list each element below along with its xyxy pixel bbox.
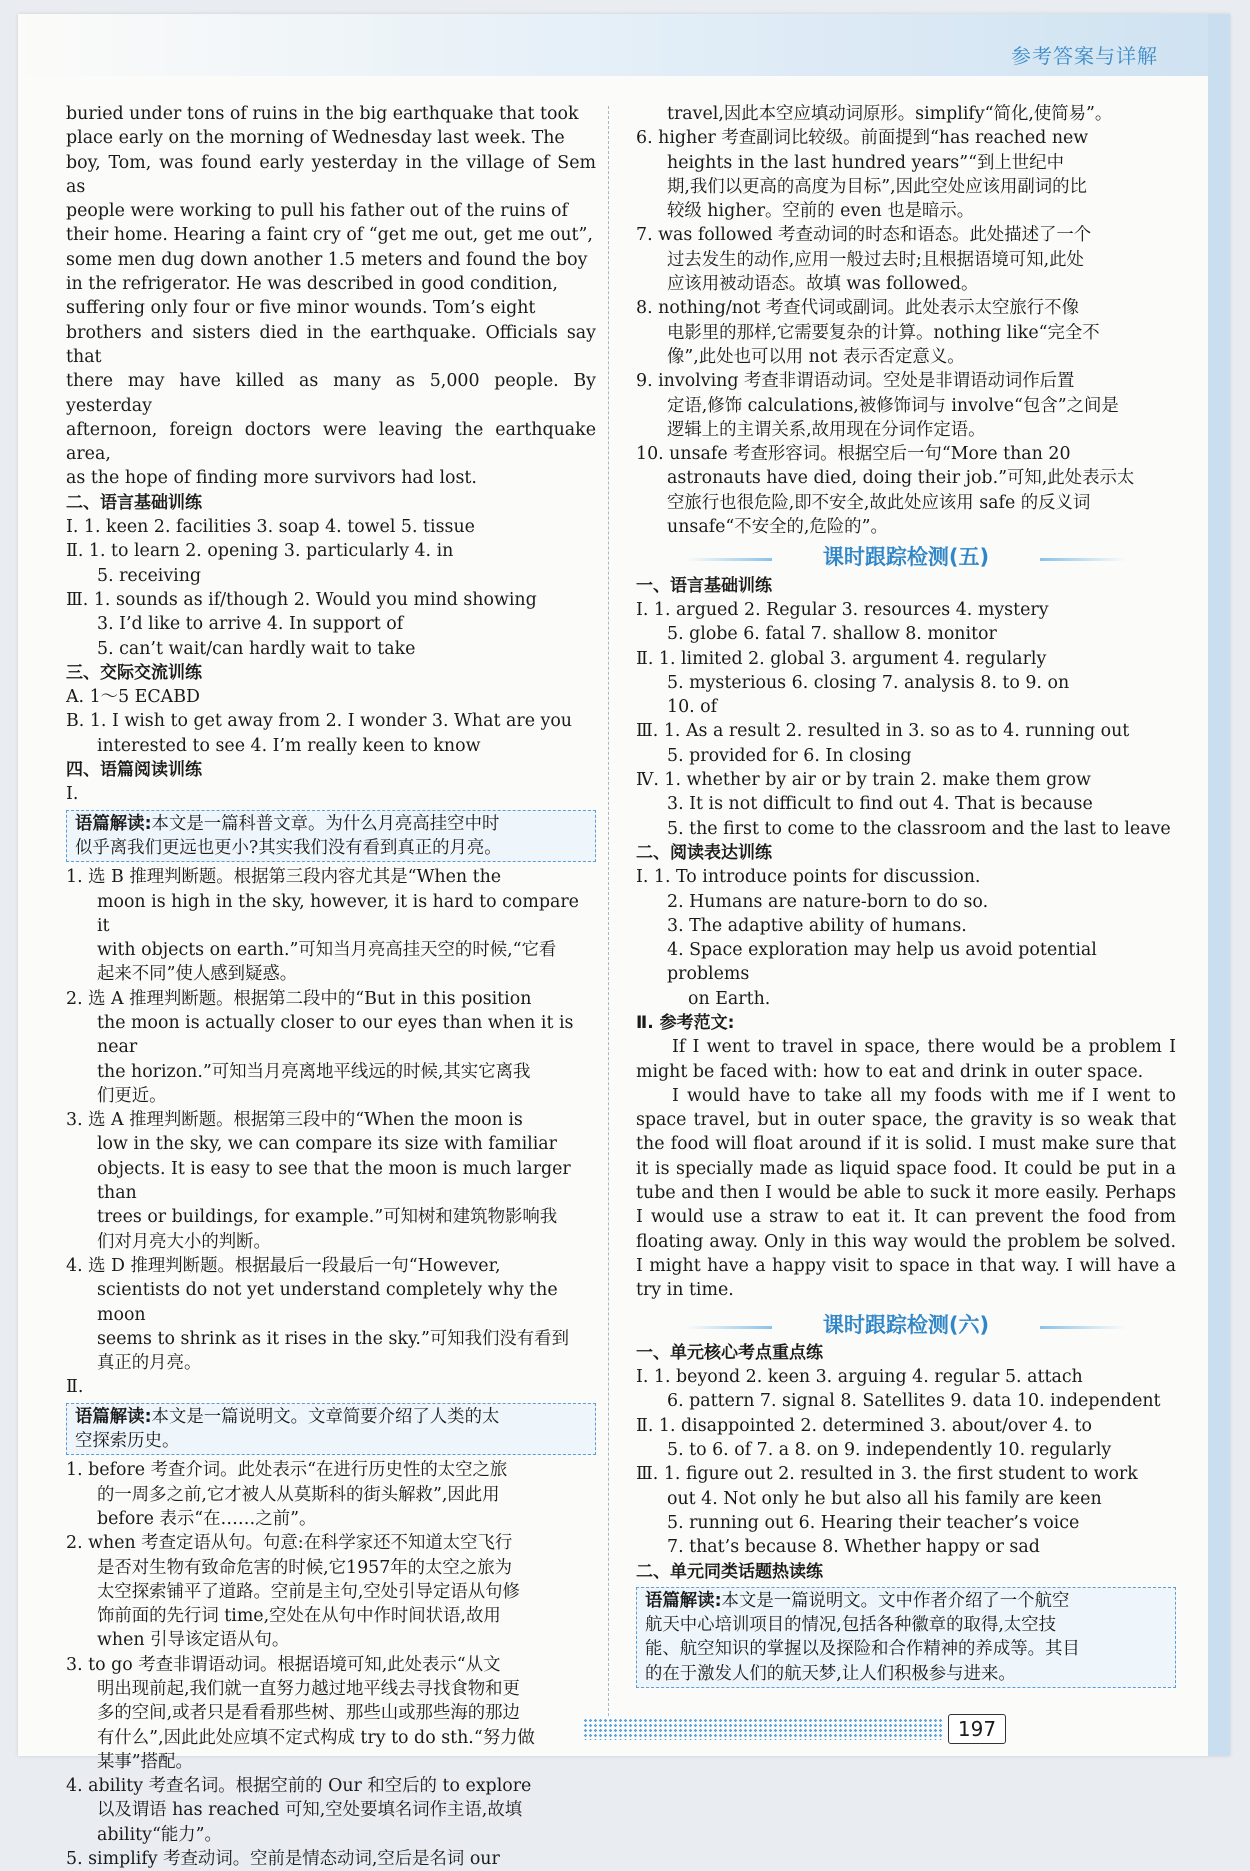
essay-paragraph: I would have to take all my foods with me if I went to space travel, but in outer space, the gravity is so weak that the food will float around if it is solid. I must make sure that it is specially made as liquid space food. It could be put in a tube and then I would be able to suck it more easily. Perhaps I would use a straw to eat it. It can prevent the food from floating away. Only in this way would the problem be solved. I might have a happy visit to space in that way. I will have a try in time.: [636, 1085, 1176, 1301]
text-line: 2. when 考查定语从句。句意:在科学家还不知道太空飞行: [66, 1533, 513, 1554]
left-column: [66, 102, 596, 1871]
text-line: Ⅱ.: [66, 1377, 84, 1398]
section-heading: 二、阅读表达训练: [636, 842, 772, 863]
text-line: Ⅰ. 1. keen 2. facilities 3. soap 4. towel 5. tissue: [66, 517, 475, 538]
lesson-title: 课时跟踪检测(五): [636, 545, 1176, 569]
text-line: 5. running out 6. Hearing their teacher’s voice: [667, 1512, 1080, 1533]
text-line: 似乎离我们更远也更小?其实我们没有看到真正的月亮。: [75, 837, 502, 858]
text-line: objects. It is easy to see that the moon is much larger than: [97, 1158, 571, 1204]
text-line: Ⅱ. 1. to learn 2. opening 3. particularly 4. in: [66, 541, 454, 562]
answer-item: [66, 1847, 596, 1871]
text-line: 9. involving 考查非谓语动词。空处是非谓语动词作后置: [636, 371, 1075, 392]
footer-dot-pattern: [583, 1718, 943, 1740]
text-line: place early on the morning of Wednesday last week. The: [66, 128, 565, 149]
text-line: 语篇解读:: [645, 1590, 722, 1611]
answer-item: [66, 1653, 596, 1774]
text-line: 多的空间,或者只是看看那些树、那些山或那些海的那边: [97, 1703, 520, 1724]
text-line: 过去发生的动作,应用一般过去时;且根据语境可知,此处: [667, 249, 1084, 270]
right-edge-bar: [1208, 14, 1230, 1756]
text-line: 本文是一篇科普文章。为什么月亮高挂空中时: [151, 813, 500, 834]
section-heading: 三、交际交流训练: [66, 662, 202, 683]
page: [18, 14, 1230, 1870]
section-heading: 一、单元核心考点重点练: [636, 1342, 823, 1363]
text-line: 10. of: [667, 697, 718, 718]
text-line: in the refrigerator. He was described in good condition,: [66, 274, 558, 295]
text-line: 起来不同”使人感到疑惑。: [97, 964, 298, 985]
text-line: Ⅲ. 1. As a result 2. resulted in 3. so as to 4. running out: [636, 721, 1130, 742]
text-line: 本文是一篇说明文。文章简要介绍了人类的太: [151, 1406, 500, 1427]
answer-item: [636, 126, 1176, 223]
text-line: 太空探索铺平了道路。空前是主句,空处引导定语从句修: [97, 1581, 520, 1602]
text-line: the horizon.”可知当月亮离地平线远的时候,其实它离我: [97, 1061, 531, 1082]
text-line: 5. simplify 考查动词。空前是情态动词,空后是名词 our: [66, 1849, 500, 1870]
section-heading: 二、单元同类话题热读练: [636, 1561, 823, 1582]
text-line: 应该用被动语态。故填 was followed。: [667, 274, 979, 295]
text-line: scientists do not yet understand completely why the moon: [97, 1280, 558, 1325]
essay-paragraph: If I went to travel in space, there would be a problem I might be faced with: how to eat and drink in outer space.: [636, 1037, 1176, 1082]
text-line: people were working to pull his father out of the ruins of: [66, 201, 568, 222]
text-line: 5. can’t wait/can hardly wait to take: [97, 638, 416, 659]
text-line: 3. 选 A 推理判断题。根据第三段中的“When the moon is: [66, 1110, 523, 1131]
text-line: 较级 higher。空前的 even 也是暗示。: [667, 201, 975, 222]
answer-item: [66, 865, 596, 986]
text-line: Ⅰ. 1. beyond 2. keen 3. arguing 4. regular 5. attach: [636, 1367, 1083, 1388]
answer-item: [636, 296, 1176, 369]
text-line: 定语,修饰 calculations,被修饰词与 involve“包含”之间是: [667, 395, 1119, 416]
text-line: 5. provided for 6. In closing: [667, 745, 912, 766]
answer-item: [66, 987, 596, 1108]
passage-note-box: [636, 1587, 1176, 1688]
text-line: there may have killed as many as 5,000 people. By yesterday: [66, 371, 596, 416]
running-head: 参考答案与详解: [1011, 44, 1158, 68]
text-line: 4. ability 考查名词。根据空前的 Our 和空后的 to explore: [66, 1776, 532, 1797]
text-line: with objects on earth.”可知当月亮高挂天空的时候,“它看: [97, 940, 557, 961]
passage-text: [66, 102, 596, 491]
text-line: 3. The adaptive ability of humans.: [667, 915, 967, 936]
text-line: brothers and sisters died in the earthquake. Officials say that: [66, 322, 596, 367]
text-line: 5. mysterious 6. closing 7. analysis 8. to 9. on: [667, 672, 1070, 693]
text-line: moon is high in the sky, however, it is hard to compare it: [97, 891, 579, 936]
text-line: on Earth.: [688, 988, 771, 1009]
answer-item: [636, 102, 1176, 126]
passage-note-box: [66, 1403, 596, 1456]
text-line: 们更近。: [97, 1085, 167, 1106]
text-line: 像”,此处也可以用 not 表示否定意义。: [667, 346, 965, 367]
text-line: as the hope of finding more survivors had lost.: [66, 468, 477, 489]
text-line: 2. 选 A 推理判断题。根据第二段中的“But in this position: [66, 988, 532, 1009]
text-line: 2. Humans are nature-born to do so.: [667, 891, 989, 912]
page-number: 197: [948, 1714, 1006, 1744]
text-line: 能、航空知识的掌握以及探险和合作精神的养成等。其目: [645, 1639, 1080, 1660]
text-line: 3. I’d like to arrive 4. In support of: [97, 614, 404, 635]
text-line: 6. pattern 7. signal 8. Satellites 9. data 10. independent: [667, 1391, 1161, 1412]
passage-note-box: [66, 810, 596, 863]
text-line: 8. nothing/not 考查代词或副词。此处表示太空旅行不像: [636, 298, 1079, 319]
answer-item: [636, 442, 1176, 539]
text-line: 5. globe 6. fatal 7. shallow 8. monitor: [667, 624, 997, 645]
text-line: 4. 选 D 推理判断题。根据最后一段最后一句“However,: [66, 1255, 501, 1276]
section-heading: 四、语篇阅读训练: [66, 760, 202, 781]
text-line: 空旅行也很危险,即不安全,故此处应该用 safe 的反义词: [667, 492, 1091, 513]
text-line: heights in the last hundred years”“到上世纪中: [667, 152, 1064, 173]
text-line: 6. higher 考查副词比较级。前面提到“has reached new: [636, 128, 1089, 149]
text-line: Ⅳ. 1. whether by air or by train 2. make them grow: [636, 770, 1091, 791]
text-line: Ⅰ.: [66, 784, 79, 805]
text-line: Ⅰ. 1. argued 2. Regular 3. resources 4. mystery: [636, 599, 1049, 620]
text-line: 某事”搭配。: [97, 1751, 193, 1772]
text-line: 7. was followed 考查动词的时态和语态。此处描述了一个: [636, 225, 1092, 246]
text-line: ability“能力”。: [97, 1824, 222, 1845]
answer-item: [66, 1774, 596, 1847]
text-line: the moon is actually closer to our eyes than when it is near: [97, 1012, 574, 1058]
section-heading: 一、语言基础训练: [636, 575, 772, 596]
answer-item: [66, 1531, 596, 1652]
text-line: 航天中心培训项目的情况,包括各种徽章的取得,太空技: [645, 1615, 1057, 1636]
text-line: Ⅲ. 1. sounds as if/though 2. Would you mind showing: [66, 589, 537, 610]
text-line: 4. Space exploration may help us avoid potential problems: [667, 940, 1097, 985]
text-line: when 引导该定语从句。: [97, 1630, 290, 1651]
section-heading: 二、语言基础训练: [66, 492, 202, 513]
text-line: 本文是一篇说明文。文中作者介绍了一个航空: [721, 1590, 1070, 1611]
text-line: trees or buildings, for example.”可知树和建筑物影响我: [97, 1207, 558, 1228]
text-line: astronauts have died, doing their job.”可知,此处表示太: [667, 468, 1135, 489]
text-line: 的一周多之前,它才被人从莫斯科的街头解救”,因此用: [97, 1484, 500, 1505]
text-line: 期,我们以更高的高度为目标”,因此空处应该用副词的比: [667, 176, 1087, 197]
text-line: 的在于激发人们的航天梦,让人们积极参与进来。: [645, 1663, 1016, 1684]
text-line: 是否对生物有致命危害的时候,它1957年的太空之旅为: [97, 1557, 512, 1578]
text-line: suffering only four or five minor wounds. Tom’s eight: [66, 298, 536, 319]
text-line: Ⅰ. 1. To introduce points for discussion.: [636, 867, 981, 888]
answer-item: [66, 1458, 596, 1531]
text-line: 空探索历史。: [75, 1431, 180, 1452]
text-line: travel,因此本空应填动词原形。simplify“简化,使简易”。: [667, 104, 1113, 124]
text-line: 语篇解读:: [75, 813, 152, 834]
text-line: low in the sky, we can compare its size with familiar: [97, 1134, 557, 1155]
text-line: afternoon, foreign doctors were leaving the earthquake area,: [66, 419, 596, 465]
answer-item: [636, 369, 1176, 442]
text-line: boy, Tom, was found early yesterday in the village of Sem as: [66, 152, 596, 197]
right-column: [636, 102, 1176, 1691]
text-line: 5. to 6. of 7. a 8. on 9. independently 10. regularly: [667, 1440, 1112, 1461]
text-line: interested to see 4. I’m really keen to know: [97, 735, 481, 756]
answer-item: [636, 223, 1176, 296]
text-line: 1. before 考查介词。此处表示“在进行历史性的太空之旅: [66, 1460, 508, 1481]
text-line: before 表示“在……之前”。: [97, 1508, 317, 1529]
text-line: 逻辑上的主谓关系,故用现在分词作定语。: [667, 419, 986, 440]
text-line: some men dug down another 1.5 meters and found the boy: [66, 249, 588, 270]
text-line: Ⅱ. 1. disappointed 2. determined 3. about/over 4. to: [636, 1415, 1092, 1436]
text-line: Ⅱ. 1. limited 2. global 3. argument 4. regularly: [636, 648, 1047, 669]
text-line: seems to shrink as it rises in the sky.”可知我们没有看到: [97, 1328, 569, 1349]
text-line: 真正的月亮。: [97, 1353, 202, 1374]
column-divider: [608, 106, 609, 1716]
text-line: 10. unsafe 考查形容词。根据空后一句“More than 20: [636, 444, 1071, 465]
text-line: 以及谓语 has reached 可知,空处要填名词作主语,故填: [97, 1800, 523, 1821]
lesson-title: 课时跟踪检测(六): [636, 1313, 1176, 1337]
text-line: 电影里的那样,它需要复杂的计算。nothing like“完全不: [667, 322, 1100, 343]
text-line: 3. It is not difficult to find out 4. That is because: [667, 794, 1093, 815]
text-line: 语篇解读:: [75, 1406, 152, 1427]
reference-essay-label: Ⅱ. 参考范文:: [636, 1012, 735, 1033]
text-line: 1. 选 B 推理判断题。根据第三段内容尤其是“When the: [66, 867, 502, 888]
text-line: 们对月亮大小的判断。: [97, 1231, 271, 1252]
answer-item: [66, 1254, 596, 1375]
text-line: out 4. Not only he but also all his family are keen: [667, 1488, 1102, 1509]
text-line: 明出现前起,我们就一直努力越过地平线去寻找食物和更: [97, 1679, 520, 1699]
text-line: B. 1. I wish to get away from 2. I wonder 3. What are you: [66, 711, 573, 732]
text-line: buried under tons of ruins in the big earthquake that took: [66, 104, 579, 124]
text-line: Ⅲ. 1. figure out 2. resulted in 3. the first student to work: [636, 1464, 1138, 1485]
text-line: 7. that’s because 8. Whether happy or sad: [667, 1537, 1040, 1558]
text-line: their home. Hearing a faint cry of “get me out, get me out”,: [66, 225, 593, 246]
text-line: 5. receiving: [97, 565, 202, 586]
text-line: unsafe“不安全的,危险的”。: [667, 517, 888, 538]
text-line: A. 1～5 ECABD: [66, 687, 200, 708]
text-line: 3. to go 考查非谓语动词。根据语境可知,此处表示“从文: [66, 1654, 501, 1675]
text-line: 饰前面的先行词 time,空处在从句中作时间状语,故用: [97, 1606, 501, 1627]
text-line: 5. the first to come to the classroom and the last to leave: [667, 818, 1171, 839]
answer-item: [66, 1108, 596, 1254]
text-line: 有什么”,因此此处应填不定式构成 try to do sth.“努力做: [97, 1727, 535, 1748]
